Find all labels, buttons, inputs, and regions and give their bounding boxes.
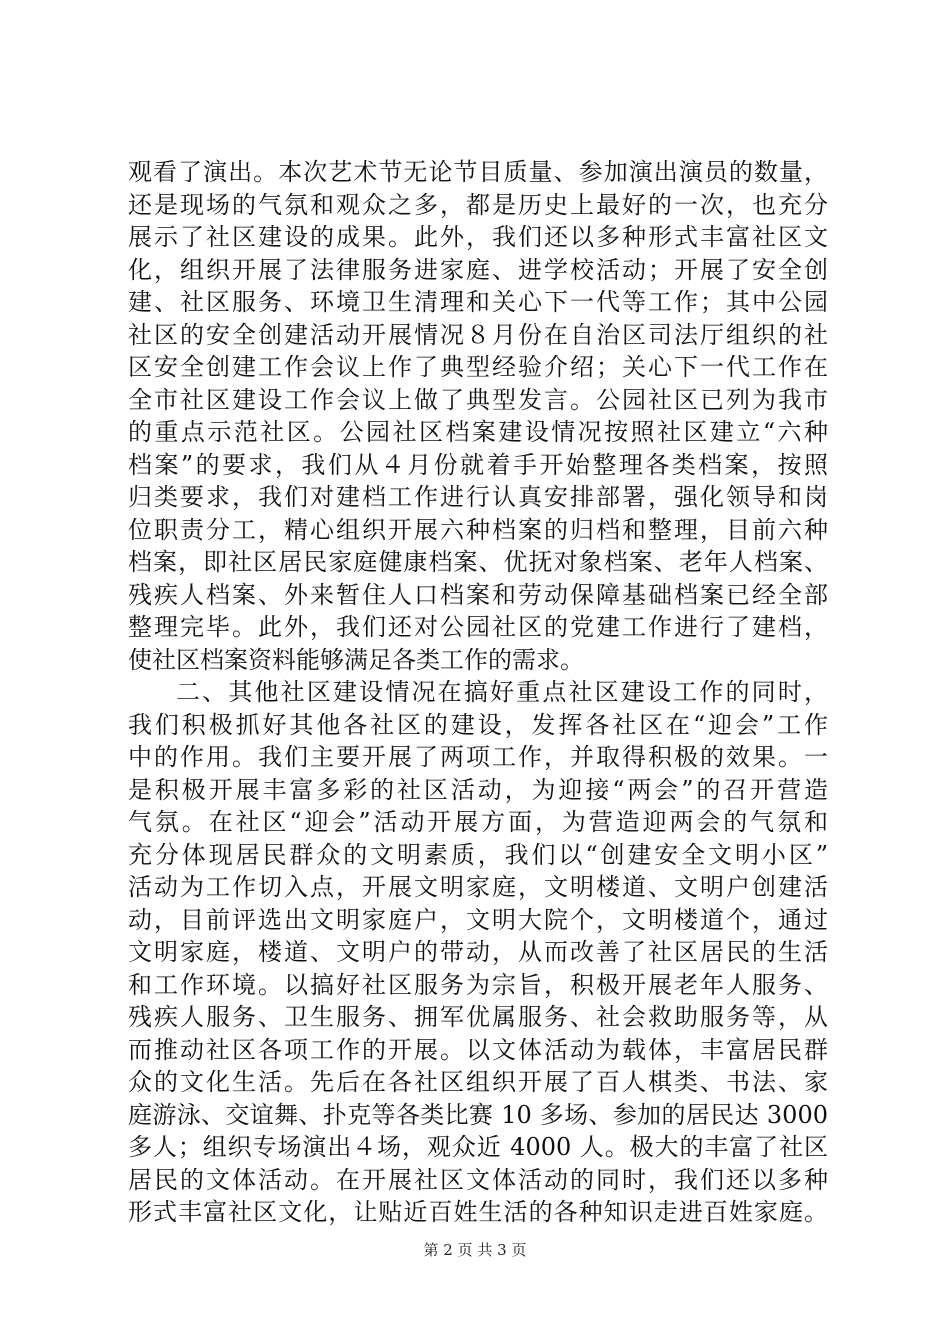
- text-line: 档案，即社区居民家庭健康档案、优抚对象档案、老年人档案、: [128, 548, 828, 576]
- text-line: 我们积极抓好其他各社区的建设，发挥各社区在“迎会”工作: [128, 710, 828, 739]
- text-line: 社区的安全创建活动开展情况８月份在自治区司法厅组织的社: [128, 320, 828, 349]
- page-number-footer: 第 2 页 共 3 页: [423, 1241, 527, 1259]
- text-line: 气氛。在社区“迎会”活动开展方面，为营造迎两会的气氛和: [128, 808, 828, 836]
- text-line: 整理完毕。此外，我们还对公园社区的党建工作进行了建档，: [128, 613, 828, 641]
- text-line: 形式丰富社区文化，让贴近百姓生活的各种知识走进百姓家庭。: [128, 1198, 828, 1226]
- text-line: 化，组织开展了法律服务进家庭、进学校活动；开展了安全创: [128, 255, 828, 284]
- text-line: 充分体现居民群众的文明素质，我们以“创建安全文明小区”: [128, 840, 828, 869]
- text-line: 还是现场的气氛和观众之多，都是历史上最好的一次，也充分: [128, 190, 828, 219]
- text-line: 中的作用。我们主要开展了两项工作，并取得积极的效果。一: [128, 743, 828, 771]
- text-line: 归类要求，我们对建档工作进行认真安排部署，强化领导和岗: [128, 483, 828, 511]
- text-line: 位职责分工，精心组织开展六种档案的归档和整理，目前六种: [128, 515, 828, 544]
- text-line: 多人；组织专场演出４场，观众近 4000 人。极大的丰富了社区: [128, 1133, 828, 1161]
- text-line: 档案”的要求，我们从４月份就着手开始整理各类档案，按照: [128, 450, 828, 479]
- text-line: 区安全创建工作会议上作了典型经验介绍；关心下一代工作在: [128, 353, 828, 381]
- text-line: 建、社区服务、环境卫生清理和关心下一代等工作；其中公园: [128, 288, 828, 316]
- text-line: 文明家庭，楼道、文明户的带动，从而改善了社区居民的生活: [128, 938, 828, 966]
- paragraph-first-line: 二、其他社区建设情况在搞好重点社区建设工作的同时，: [176, 678, 828, 706]
- text-line: 活动为工作切入点，开展文明家庭，文明楼道、文明户创建活: [128, 873, 828, 901]
- text-line: 全市社区建设工作会议上做了典型发言。公园社区已列为我市: [128, 385, 828, 414]
- text-line: 居民的文体活动。在开展社区文体活动的同时，我们还以多种: [128, 1165, 828, 1194]
- text-line: 众的文化生活。先后在各社区组织开展了百人棋类、书法、家: [128, 1068, 828, 1096]
- text-line: 残疾人档案、外来暂住人口档案和劳动保障基础档案已经全部: [128, 580, 828, 609]
- text-line: 动，目前评选出文明家庭户，文明大院个，文明楼道个，通过: [128, 905, 828, 934]
- text-line: 残疾人服务、卫生服务、拥军优属服务、社会救助服务等，从: [128, 1003, 828, 1031]
- text-line: 展示了社区建设的成果。此外，我们还以多种形式丰富社区文: [128, 223, 828, 251]
- text-line: 庭游泳、交谊舞、扑克等各类比赛 10 多场、参加的居民达 3000: [128, 1100, 828, 1129]
- text-line: 的重点示范社区。公园社区档案建设情况按照社区建立“六种: [128, 418, 828, 446]
- text-line: 是积极开展丰富多彩的社区活动，为迎接“两会”的召开营造: [128, 775, 828, 804]
- text-line: 使社区档案资料能够满足各类工作的需求。: [128, 645, 584, 674]
- text-line: 而推动社区各项工作的开展。以文体活动为载体，丰富居民群: [128, 1035, 828, 1064]
- text-line: 观看了演出。本次艺术节无论节目质量、参加演出演员的数量，: [128, 158, 828, 186]
- document-body: [128, 156, 828, 1229]
- text-line: 和工作环境。以搞好社区服务为宗旨，积极开展老年人服务、: [128, 970, 828, 999]
